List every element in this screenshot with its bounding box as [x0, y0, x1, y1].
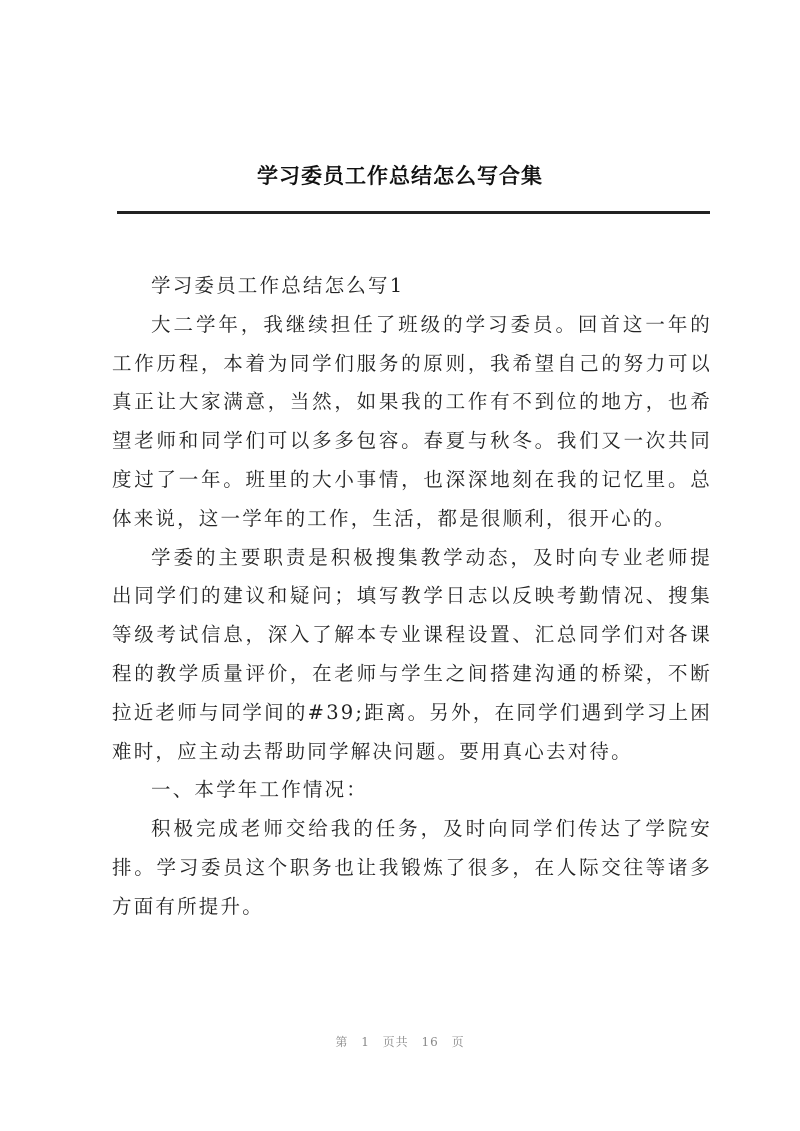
document-body — [112, 267, 712, 927]
footer-label-of: 页共 — [382, 1035, 409, 1049]
footer-label-page: 第 — [335, 1035, 349, 1049]
footer-label-pages: 页 — [451, 1035, 465, 1049]
section-heading: 学习委员工作总结怎么写1 — [151, 274, 405, 297]
total-pages-number: 16 — [421, 1035, 439, 1049]
current-page-number: 1 — [361, 1035, 370, 1049]
page-footer — [0, 1033, 800, 1050]
document-title: 学习委员工作总结怎么写合集 — [257, 164, 543, 188]
title-divider — [117, 211, 710, 214]
body-paragraph: 学委的主要职责是积极搜集教学动态，及时向专业老师提出同学们的建议和疑问；填写教学日志以反映考勤情况、搜集等级考试信息，深入了解本专业课程设置、汇总同学们对各课程的教学质量评价，在老师与学生之间搭建沟通的桥梁，不断拉近老师与同学间的#39;距离。另外，在同学们遇到学习上困难时，应主动去帮助同学解决问题。要用真心去对待。 — [112, 545, 712, 763]
body-paragraph: 大二学年，我继续担任了班级的学习委员。回首这一年的工作历程，本着为同学们服务的原则，我希望自己的努力可以真正让大家满意，当然，如果我的工作有不到位的地方，也希望老师和同学们可以多多包容。春夏与秋冬。我们又一次共同度过了一年。班里的大小事情，也深深地刻在我的记忆里。总体来说，这一学年的工作，生活，都是很顺利，很开心的。 — [112, 312, 712, 530]
body-paragraph: 积极完成老师交给我的任务，及时向同学们传达了学院安排。学习委员这个职务也让我锻炼了很多，在人际交往等诸多方面有所提升。 — [112, 817, 712, 918]
section-heading: 一、本学年工作情况： — [151, 778, 369, 802]
